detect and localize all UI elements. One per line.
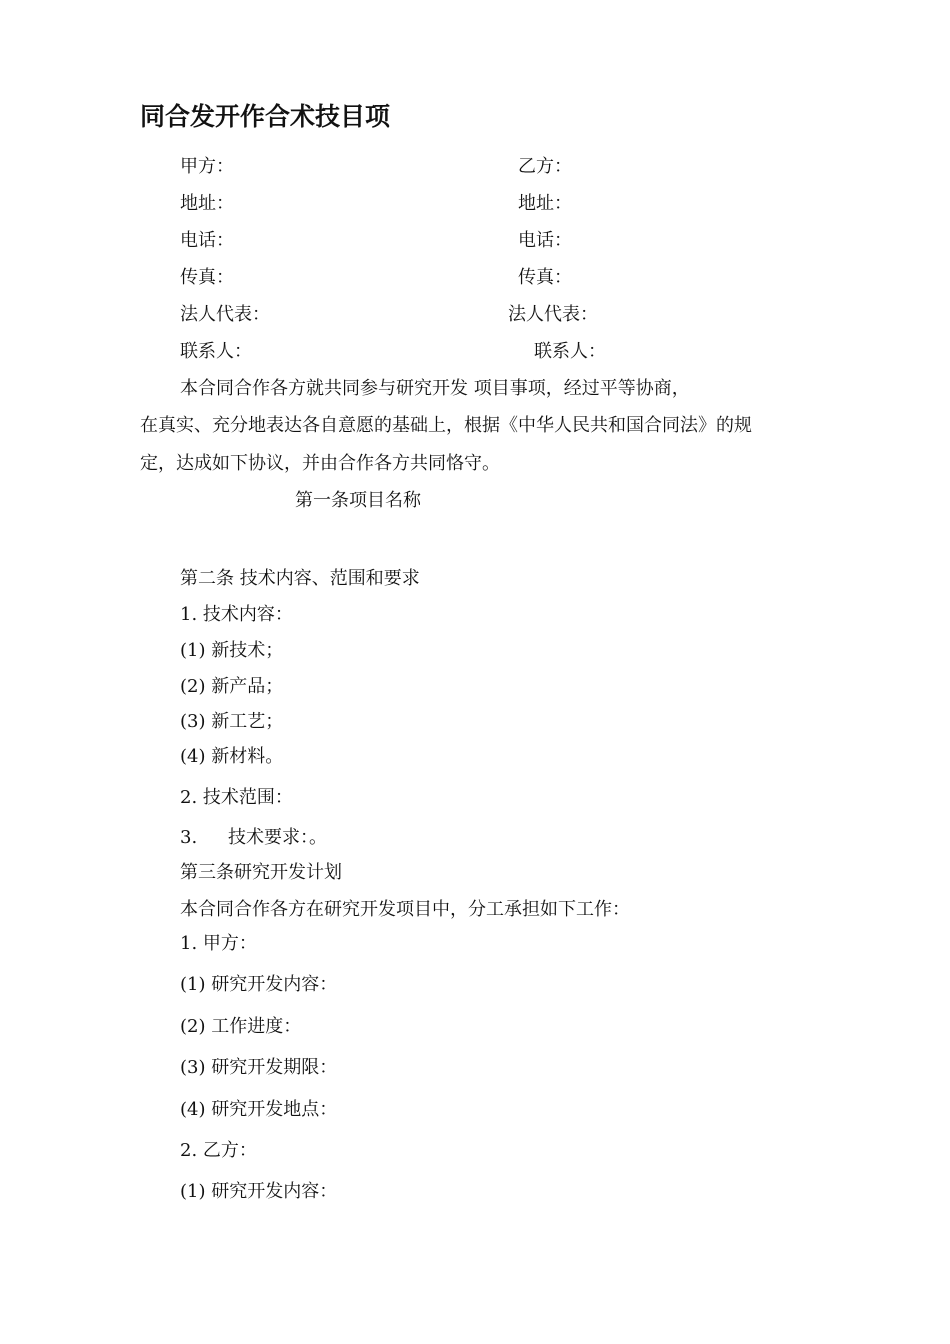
party-a-contact: 联系人： — [180, 341, 252, 362]
list-item: (4) 研究开发地点： — [180, 1099, 338, 1120]
tech-req-label: 技术要求：。 — [228, 827, 327, 848]
party-b-label: 乙方： — [518, 156, 572, 177]
party-b-phone: 电话： — [518, 230, 572, 251]
party-a-address: 地址： — [180, 193, 234, 214]
list-item: (4) 新材料。 — [180, 746, 284, 767]
party-a-label: 甲方： — [180, 156, 234, 177]
list-item: (3) 研究开发期限： — [180, 1057, 338, 1078]
preamble-line-3: 定，达成如下协议，并由合作各方共同恪守。 — [140, 453, 500, 474]
party-b-address: 地址： — [518, 193, 572, 214]
tech-scope-label: 2. 技术范围： — [180, 787, 293, 808]
list-item: (1) 研究开发内容： — [180, 1181, 338, 1202]
article-3-intro: 本合同合作各方在研究开发项目中，分工承担如下工作： — [180, 899, 630, 920]
article-3-heading: 第三条研究开发计划 — [180, 862, 342, 883]
article-1-heading: 第一条项目名称 — [295, 490, 421, 511]
list-item: (1) 研究开发内容： — [180, 974, 338, 995]
party-a-phone: 电话： — [180, 230, 234, 251]
document-title: 同合发开作合术技目项 — [140, 102, 391, 131]
tech-req-number: 3. — [180, 827, 198, 848]
tech-content-label: 1. 技术内容： — [180, 604, 293, 625]
preamble-line-2: 在真实、充分地表达各自意愿的基础上，根据《中华人民共和国合同法》的规 — [140, 415, 752, 436]
party-b-contact: 联系人： — [534, 341, 606, 362]
party-a-work-label: 1. 甲方： — [180, 933, 257, 954]
preamble-line-1: 本合同合作各方就共同参与研究开发 项目事项，经过平等协商， — [180, 378, 690, 399]
party-b-fax: 传真： — [518, 267, 572, 288]
article-2-heading: 第二条 技术内容、范围和要求 — [180, 568, 420, 589]
list-item: (2) 工作进度： — [180, 1016, 302, 1037]
list-item: (2) 新产品； — [180, 676, 284, 697]
list-item: (3) 新工艺； — [180, 711, 284, 732]
list-item: (1) 新技术； — [180, 640, 284, 661]
party-b-work-label: 2. 乙方： — [180, 1140, 257, 1161]
party-a-fax: 传真： — [180, 267, 234, 288]
party-a-legal-rep: 法人代表： — [180, 304, 270, 325]
party-b-legal-rep: 法人代表： — [508, 304, 598, 325]
